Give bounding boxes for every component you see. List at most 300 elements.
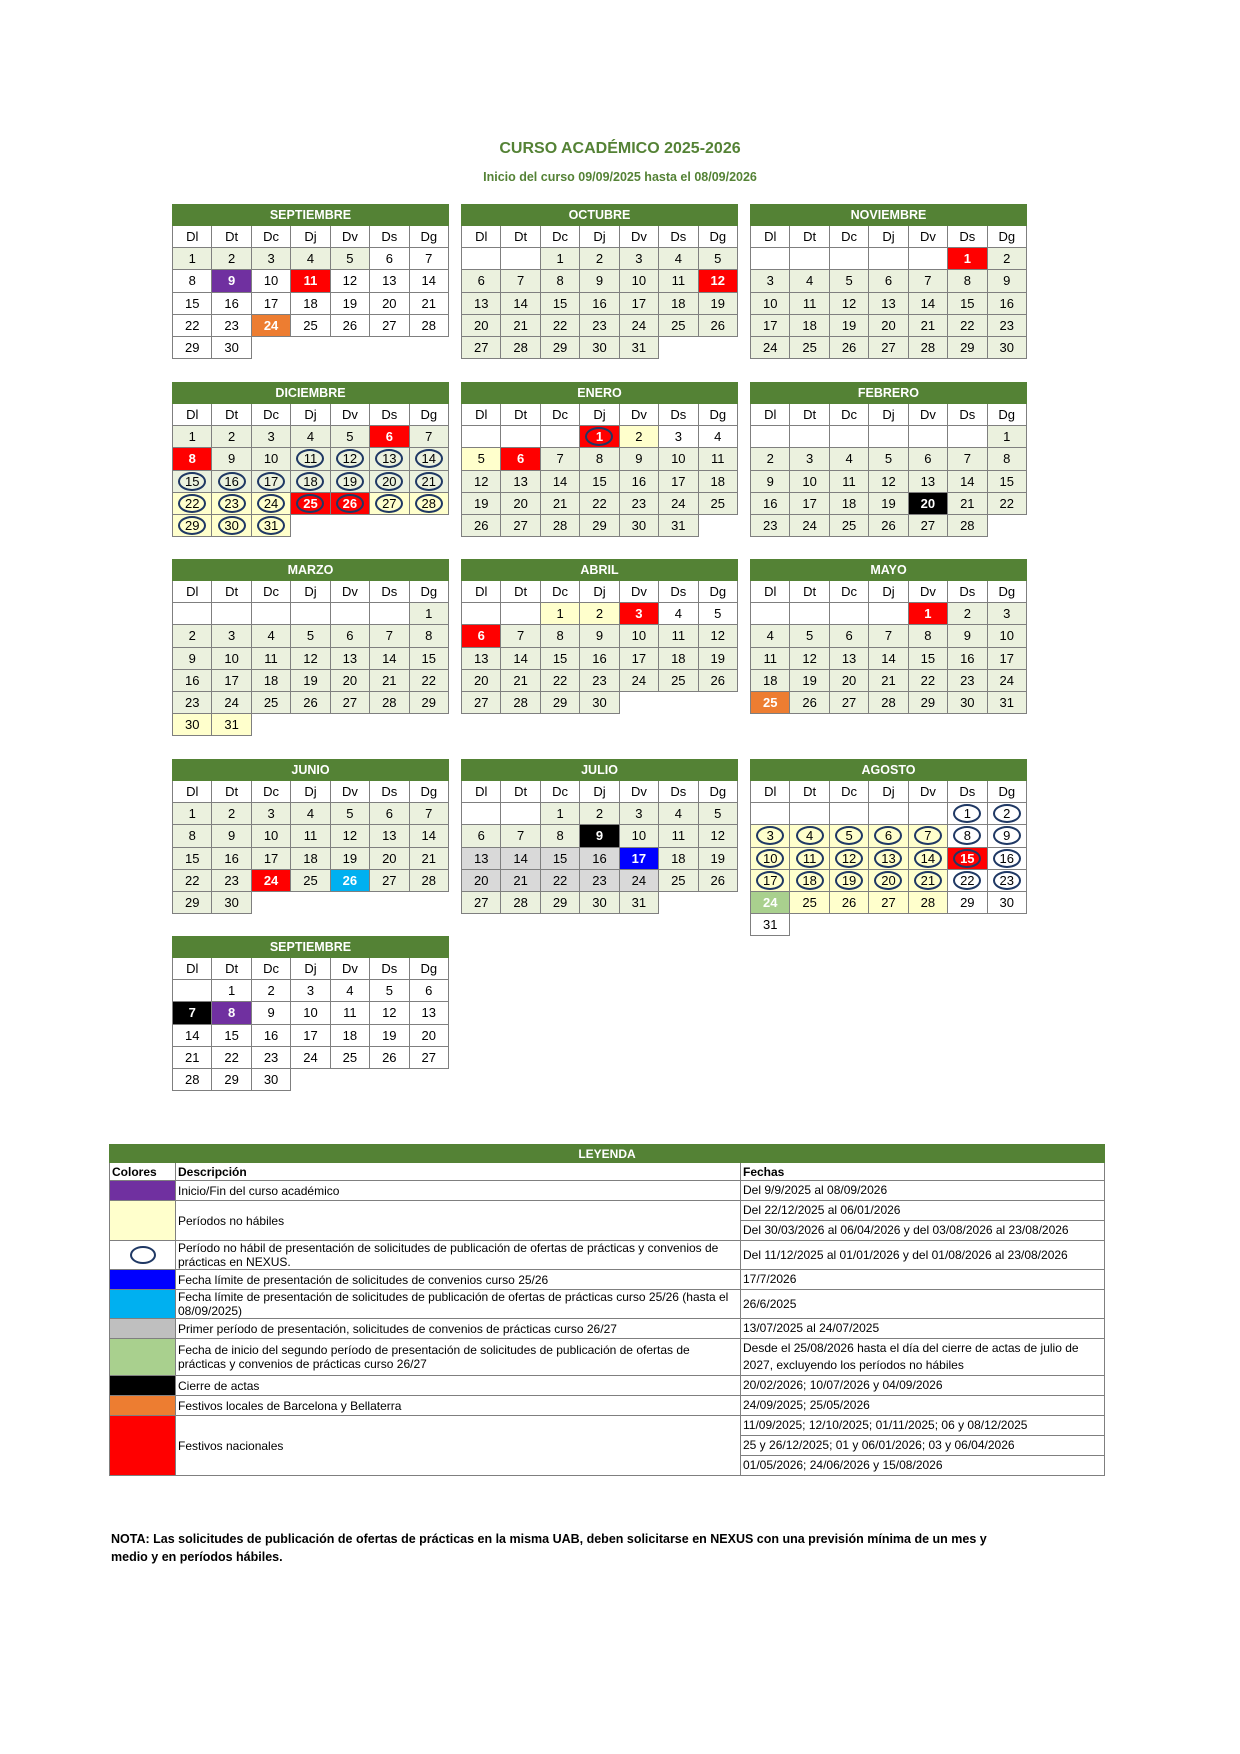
legend-date-line: Del 22/12/2025 al 06/01/2026 <box>743 1203 901 1217</box>
day-number: 22 <box>184 872 200 888</box>
empty-day-cell <box>908 803 947 825</box>
weekday-header: Dc <box>251 404 290 426</box>
day-number: 18 <box>802 317 817 333</box>
day-cell <box>251 980 290 1002</box>
day-cell <box>948 314 987 336</box>
day-cell <box>540 470 579 492</box>
empty-day-cell <box>291 1068 330 1090</box>
day-number: 26 <box>342 317 358 333</box>
day-cell <box>409 603 448 625</box>
weekday-header: Dc <box>251 226 290 248</box>
legend-date-line: Del 30/03/2026 al 06/04/2026 y del 03/08/2026 al 23/08/2026 <box>741 1220 1104 1240</box>
empty-day-cell <box>462 803 501 825</box>
day-cell <box>829 691 868 713</box>
day-cell <box>173 292 212 314</box>
day-number: 19 <box>710 650 725 666</box>
legend-date-line: 13/07/2025 al 24/07/2025 <box>743 1321 880 1335</box>
day-cell <box>790 270 829 292</box>
weekday-header: Dv <box>330 581 369 603</box>
weekday-header: Dj <box>291 226 330 248</box>
day-number: 15 <box>421 650 436 666</box>
weekday-header: Dc <box>829 781 868 803</box>
day-cell <box>659 492 698 514</box>
day-cell <box>409 625 448 647</box>
day-cell <box>501 470 540 492</box>
day-cell <box>790 470 829 492</box>
weekday-header: Dj <box>580 404 619 426</box>
day-number: 25 <box>802 340 817 356</box>
day-number: 4 <box>267 628 275 644</box>
circle-marker-icon <box>130 1246 156 1264</box>
day-cell <box>790 869 829 891</box>
weekday-header: Ds <box>370 958 409 980</box>
day-cell <box>251 448 290 470</box>
day-number: 24 <box>999 672 1014 688</box>
day-number: 21 <box>421 473 436 489</box>
day-cell <box>619 803 658 825</box>
empty-day-cell <box>659 691 698 713</box>
day-number: 24 <box>263 872 279 888</box>
day-cell <box>948 825 987 847</box>
day-number: 20 <box>881 317 896 333</box>
legend-swatch <box>110 1319 176 1339</box>
empty-day-cell <box>462 426 501 448</box>
weekday-header: Dg <box>409 781 448 803</box>
day-cell <box>330 625 369 647</box>
day-number: 31 <box>631 340 647 356</box>
day-number: 26 <box>881 518 896 534</box>
legend-description: Primer período de presentación, solicitudes de convenios de prácticas curso 26/27 <box>176 1319 741 1339</box>
day-cell <box>330 980 369 1002</box>
day-number: 23 <box>762 518 778 534</box>
day-cell <box>409 1046 448 1068</box>
day-number: 24 <box>802 518 817 534</box>
day-cell <box>948 647 987 669</box>
day-number: 3 <box>635 606 643 622</box>
day-cell <box>869 869 908 891</box>
day-number: 28 <box>920 340 936 356</box>
day-number: 8 <box>1003 451 1011 467</box>
day-cell <box>409 869 448 891</box>
day-cell <box>948 669 987 691</box>
empty-day-cell <box>251 714 290 736</box>
legend-date-line: Desde el 25/08/2026 hasta el día del cierre de actas de julio de 2027, excluyendo los períodos no hábiles <box>743 1341 1079 1372</box>
day-cell <box>698 869 738 891</box>
day-cell <box>462 825 501 847</box>
day-cell <box>619 448 658 470</box>
day-number: 12 <box>881 473 896 489</box>
day-cell <box>212 270 251 292</box>
weekday-header: Dv <box>619 404 658 426</box>
day-cell <box>790 314 829 336</box>
day-cell <box>212 292 251 314</box>
empty-day-cell <box>462 603 501 625</box>
day-cell <box>370 625 409 647</box>
legend-description: Festivos locales de Barcelona y Bellaterra <box>176 1396 741 1416</box>
day-number: 5 <box>346 806 354 822</box>
day-number: 12 <box>710 828 726 844</box>
day-number: 5 <box>346 429 354 445</box>
day-cell <box>698 603 737 625</box>
day-cell <box>908 292 947 314</box>
day-number: 5 <box>385 983 393 999</box>
day-number: 3 <box>1003 606 1011 622</box>
day-cell <box>409 980 448 1002</box>
day-cell <box>908 691 947 713</box>
day-number: 14 <box>513 295 528 311</box>
weekday-header: Dj <box>869 581 908 603</box>
day-cell <box>659 470 698 492</box>
day-number: 30 <box>224 340 239 356</box>
day-number: 12 <box>710 628 725 644</box>
day-number: 17 <box>802 495 817 511</box>
empty-day-cell <box>751 603 790 625</box>
day-number: 25 <box>671 672 686 688</box>
day-number: 3 <box>267 251 275 267</box>
day-cell <box>869 647 908 669</box>
day-cell <box>330 314 369 336</box>
day-number: 16 <box>960 650 975 666</box>
weekday-header: Ds <box>370 226 409 248</box>
day-cell <box>409 825 448 847</box>
day-cell <box>751 914 790 936</box>
day-cell <box>908 470 947 492</box>
day-cell <box>908 825 947 847</box>
empty-day-cell <box>908 248 947 270</box>
day-number: 18 <box>303 850 318 866</box>
day-cell <box>698 803 738 825</box>
day-cell <box>619 603 658 625</box>
day-number: 24 <box>762 340 778 356</box>
empty-day-cell <box>829 426 868 448</box>
day-cell <box>908 603 947 625</box>
day-cell <box>751 847 790 869</box>
day-number: 26 <box>382 1049 397 1065</box>
day-cell <box>908 314 947 336</box>
day-number: 21 <box>421 295 436 311</box>
day-cell <box>501 314 540 336</box>
day-cell <box>291 448 330 470</box>
day-cell <box>173 448 212 470</box>
day-number: 11 <box>802 850 817 866</box>
day-cell <box>251 847 290 869</box>
day-number: 7 <box>517 828 525 844</box>
day-number: 18 <box>303 295 318 311</box>
day-number: 25 <box>303 872 318 888</box>
day-number: 12 <box>382 1005 397 1021</box>
day-cell <box>251 270 290 292</box>
day-number: 11 <box>711 451 725 467</box>
day-cell <box>212 336 251 358</box>
day-number: 14 <box>382 650 397 666</box>
weekday-header: Dt <box>212 958 251 980</box>
day-cell <box>173 625 212 647</box>
day-cell <box>619 292 658 314</box>
day-cell <box>948 470 987 492</box>
day-cell <box>829 891 868 913</box>
weekday-header: Ds <box>370 581 409 603</box>
day-cell <box>409 691 448 713</box>
day-cell <box>790 825 829 847</box>
day-number: 25 <box>303 495 318 511</box>
empty-day-cell <box>330 714 369 736</box>
legend-description: Fecha de inicio del segundo período de presentación de solicitudes de publicación de ofertas de prácticas y convenios de prácticas curso 26/27 <box>176 1339 741 1376</box>
day-cell <box>790 514 829 536</box>
day-number: 16 <box>999 850 1014 866</box>
day-cell <box>409 647 448 669</box>
weekday-header: Ds <box>948 781 987 803</box>
day-cell <box>829 825 868 847</box>
day-number: 11 <box>343 1005 357 1021</box>
day-cell <box>212 891 251 913</box>
weekday-header: Dl <box>751 404 790 426</box>
day-number: 12 <box>802 650 817 666</box>
day-cell <box>330 1002 369 1024</box>
day-number: 11 <box>671 273 686 289</box>
day-cell <box>869 669 908 691</box>
day-number: 22 <box>184 495 200 511</box>
day-cell <box>409 803 448 825</box>
day-number: 9 <box>228 451 236 467</box>
day-number: 17 <box>263 850 279 866</box>
weekday-header: Dl <box>173 404 212 426</box>
day-number: 12 <box>841 295 857 311</box>
empty-day-cell <box>751 803 790 825</box>
month-table <box>750 204 1027 359</box>
day-number: 11 <box>303 451 318 467</box>
day-cell <box>869 625 908 647</box>
day-number: 14 <box>552 473 568 489</box>
day-cell <box>790 336 829 358</box>
weekday-header: Dt <box>212 581 251 603</box>
day-cell <box>409 492 448 514</box>
day-number: 10 <box>631 828 647 844</box>
day-number: 26 <box>802 695 817 711</box>
empty-day-cell <box>790 803 829 825</box>
empty-day-cell <box>370 891 409 913</box>
day-number: 2 <box>1003 806 1011 822</box>
day-cell <box>212 426 251 448</box>
day-number: 20 <box>841 672 857 688</box>
legend-row <box>110 1376 1105 1396</box>
day-number: 6 <box>477 828 485 844</box>
day-number: 30 <box>592 895 607 911</box>
weekday-header: Dl <box>751 781 790 803</box>
day-number: 9 <box>595 628 604 644</box>
day-number: 11 <box>842 473 856 489</box>
day-number: 11 <box>802 295 817 311</box>
day-number: 8 <box>963 273 971 289</box>
legend-date-line: 01/05/2026; 24/06/2026 y 15/08/2026 <box>741 1455 1104 1475</box>
legend-dates <box>741 1181 1105 1201</box>
day-cell <box>251 314 290 336</box>
day-number: 6 <box>477 273 485 289</box>
day-number: 21 <box>513 317 528 333</box>
day-number: 2 <box>595 606 604 622</box>
weekday-header: Dt <box>212 404 251 426</box>
day-number: 23 <box>999 317 1014 333</box>
day-cell <box>540 869 579 891</box>
day-number: 1 <box>188 251 196 267</box>
day-number: 14 <box>184 1027 200 1043</box>
day-number: 26 <box>342 872 358 888</box>
legend-description: Festivos nacionales <box>176 1416 741 1476</box>
day-number: 29 <box>224 1072 239 1088</box>
day-number: 8 <box>188 451 196 467</box>
day-cell <box>908 270 947 292</box>
day-cell <box>212 869 251 891</box>
day-cell <box>869 691 908 713</box>
day-cell <box>251 248 290 270</box>
day-number: 13 <box>920 473 936 489</box>
day-number: 23 <box>184 695 200 711</box>
day-number: 6 <box>517 451 525 467</box>
day-number: 17 <box>631 295 647 311</box>
day-number: 4 <box>806 828 814 844</box>
day-cell <box>698 248 737 270</box>
legend-row <box>110 1339 1105 1376</box>
day-number: 9 <box>1003 273 1011 289</box>
day-cell <box>291 1024 330 1046</box>
empty-day-cell <box>291 891 330 913</box>
day-cell <box>948 336 987 358</box>
weekday-header: Dl <box>751 226 790 248</box>
empty-day-cell <box>869 603 908 625</box>
day-cell <box>462 847 501 869</box>
day-number: 8 <box>188 828 196 844</box>
legend-row <box>110 1290 1105 1319</box>
day-number: 22 <box>184 317 200 333</box>
day-number: 16 <box>592 295 607 311</box>
weekday-header: Dj <box>869 226 908 248</box>
legend-date-line: Del 9/9/2025 al 08/09/2026 <box>743 1183 888 1197</box>
day-cell <box>659 625 698 647</box>
day-number: 31 <box>263 518 279 534</box>
day-cell <box>212 248 251 270</box>
month-name: MARZO <box>173 560 449 581</box>
weekday-header: Dg <box>987 781 1026 803</box>
day-number: 31 <box>762 917 778 933</box>
day-cell <box>540 691 579 713</box>
day-number: 30 <box>263 1072 279 1088</box>
day-number: 10 <box>631 273 647 289</box>
day-cell <box>829 625 868 647</box>
day-number: 6 <box>845 628 853 644</box>
day-number: 14 <box>421 451 436 467</box>
day-number: 2 <box>766 451 774 467</box>
day-number: 12 <box>473 473 489 489</box>
weekday-header: Dt <box>790 781 829 803</box>
day-cell <box>251 669 290 691</box>
day-number: 28 <box>513 895 528 911</box>
day-number: 3 <box>674 429 682 445</box>
day-number: 7 <box>924 828 932 844</box>
day-number: 26 <box>710 872 726 888</box>
day-number: 6 <box>385 251 393 267</box>
legend-date-line: 11/09/2025; 12/10/2025; 01/11/2025; 06 y 08/12/2025 <box>743 1418 1028 1432</box>
day-number: 26 <box>342 495 358 511</box>
day-cell <box>987 869 1026 891</box>
day-number: 7 <box>556 451 564 467</box>
day-number: 18 <box>303 473 318 489</box>
day-number: 6 <box>425 983 433 999</box>
empty-day-cell <box>829 248 868 270</box>
weekday-header: Dc <box>829 581 868 603</box>
day-number: 4 <box>306 806 315 822</box>
legend-date-line: 17/7/2026 <box>743 1272 797 1286</box>
day-cell <box>540 669 579 691</box>
empty-day-cell <box>251 336 290 358</box>
month-table <box>750 759 1027 936</box>
day-number: 12 <box>303 650 318 666</box>
day-number: 25 <box>303 317 318 333</box>
day-cell <box>251 825 290 847</box>
day-number: 26 <box>303 695 318 711</box>
day-cell <box>540 625 579 647</box>
day-number: 4 <box>714 429 722 445</box>
day-cell <box>291 691 330 713</box>
weekday-header: Dc <box>829 226 868 248</box>
empty-day-cell <box>790 248 829 270</box>
day-cell <box>330 448 369 470</box>
day-cell <box>619 514 658 536</box>
day-number: 9 <box>228 273 236 289</box>
day-number: 11 <box>303 273 318 289</box>
day-number: 3 <box>635 251 643 267</box>
weekday-header: Dl <box>462 226 501 248</box>
day-number: 11 <box>303 828 318 844</box>
day-cell <box>987 492 1026 514</box>
day-number: 13 <box>382 828 397 844</box>
weekday-header: Dl <box>462 404 501 426</box>
day-number: 29 <box>592 518 607 534</box>
day-number: 2 <box>228 806 236 822</box>
day-cell <box>869 492 908 514</box>
day-cell <box>790 891 829 913</box>
weekday-header: Dv <box>908 226 947 248</box>
day-cell <box>790 669 829 691</box>
day-cell <box>501 292 540 314</box>
empty-day-cell <box>829 803 868 825</box>
month-name: AGOSTO <box>751 760 1027 781</box>
day-number: 1 <box>556 806 564 822</box>
day-cell <box>659 847 698 869</box>
day-cell <box>948 691 987 713</box>
empty-day-cell <box>751 248 790 270</box>
day-cell <box>409 448 448 470</box>
day-cell <box>409 1002 448 1024</box>
day-cell <box>251 869 290 891</box>
day-cell <box>409 292 448 314</box>
day-cell <box>370 314 409 336</box>
legend-swatch <box>110 1290 176 1319</box>
day-number: 24 <box>631 872 647 888</box>
legend-date-line: 24/09/2025; 25/05/2026 <box>743 1398 870 1412</box>
day-cell <box>291 426 330 448</box>
day-cell <box>501 847 540 869</box>
day-cell <box>409 470 448 492</box>
empty-day-cell <box>370 336 409 358</box>
day-cell <box>370 1002 409 1024</box>
weekday-header: Dg <box>409 226 448 248</box>
day-cell <box>251 625 290 647</box>
day-cell <box>370 448 409 470</box>
day-cell <box>291 803 330 825</box>
day-number: 13 <box>382 273 397 289</box>
day-number: 7 <box>188 1005 196 1021</box>
day-number: 29 <box>960 340 975 356</box>
day-cell <box>330 492 369 514</box>
